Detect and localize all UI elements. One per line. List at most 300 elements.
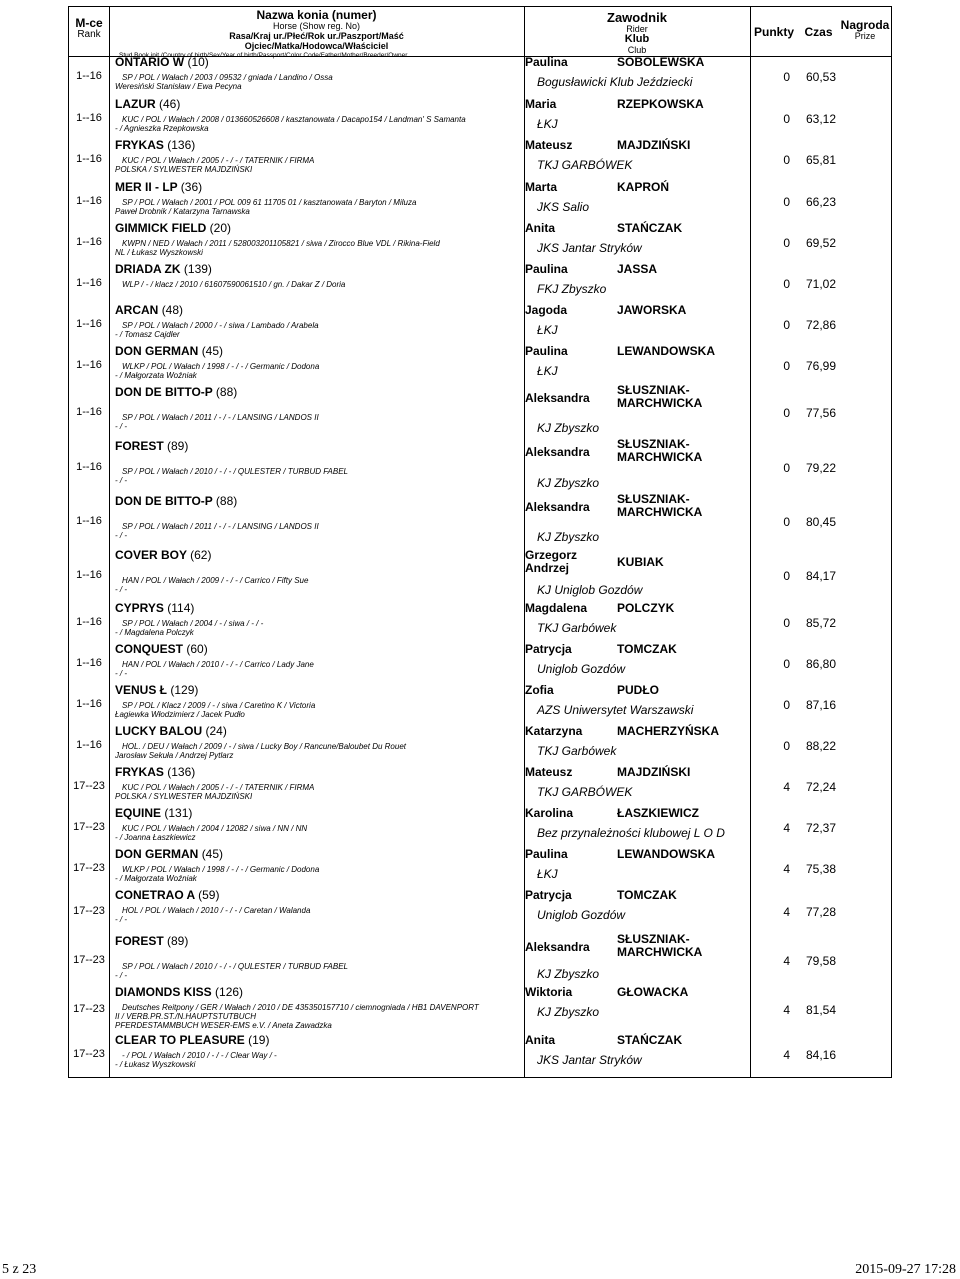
rider-first-name: Magdalena <box>525 601 588 615</box>
rank-cell: 1--16 <box>76 236 102 248</box>
rider-last-name: LEWANDOWSKA <box>617 344 715 358</box>
table-row <box>69 986 891 1034</box>
horse-name <box>115 848 520 861</box>
rank-cell: 1--16 <box>76 569 102 581</box>
time-cell: 77,56 <box>805 406 836 420</box>
horse-details: SP / POL / Wałach / 2004 / - / siwa / - / - <box>122 619 264 628</box>
horse-name <box>115 495 520 508</box>
rider-first-name: Zofia <box>525 683 554 697</box>
horse-number: (114) <box>167 601 195 615</box>
club-name: KJ Zbyszko <box>537 476 600 490</box>
horse-details: SP / POL / Wałach / 2010 / - / - / QULESTER / TURBUD FABEL <box>122 962 348 971</box>
table-row <box>69 222 891 263</box>
rider-first-name: Wiktoria <box>525 985 573 999</box>
horse-name-text: VENUS Ł <box>115 683 168 697</box>
horse-cell <box>115 345 520 380</box>
horse-details: SP / POL / Wałach / 2000 / - / siwa / Lambado / Arabela <box>122 321 319 330</box>
time-cell: 72,86 <box>805 318 836 332</box>
horse-cell <box>115 222 520 257</box>
club-name: ŁKJ <box>537 867 558 881</box>
time-cell: 87,16 <box>805 698 836 712</box>
points-cell: 0 <box>783 195 790 209</box>
table-row <box>69 492 891 549</box>
horse-name-text: LUCKY BALOU <box>115 724 203 738</box>
horse-cell <box>115 725 520 760</box>
horse-owner: - / - <box>115 971 127 980</box>
points-cell: 4 <box>783 954 790 968</box>
rider-first-name: Marta <box>525 180 558 194</box>
time-cell: 84,17 <box>805 569 836 583</box>
horse-cell <box>115 386 520 431</box>
horse-details: WLKP / POL / Wałach / 1998 / - / - / Germanic / Dodona <box>122 865 320 874</box>
time-cell: 79,22 <box>805 461 836 475</box>
time-cell: 86,80 <box>805 657 836 671</box>
points-cell: 0 <box>783 318 790 332</box>
rider-first-name: Maria <box>525 97 557 111</box>
rider-first-name: Paulina <box>525 344 568 358</box>
horse-cell <box>115 440 520 485</box>
time-cell: 79,58 <box>805 954 836 968</box>
horse-owner: II / VERB.PR.ST./N.HAUPTSTUTBUCH <box>115 1012 257 1021</box>
club-name: TKJ GARBÓWEK <box>537 785 633 799</box>
rider-last-name: KAPROŃ <box>617 180 670 194</box>
rank-cell: 1--16 <box>76 616 102 628</box>
horse-name <box>115 139 520 152</box>
club-name: TKJ Garbówek <box>537 744 617 758</box>
points-cell: 0 <box>783 359 790 373</box>
rider-last-name: POLCZYK <box>617 601 675 615</box>
rider-header: Zawodnik Rider Klub Club <box>607 10 667 55</box>
rider-first-name: Mateusz <box>525 138 573 152</box>
horse-owner: POLSKA / SYLWESTER MAJDZIŃSKI <box>115 165 253 174</box>
horse-name-text: EQUINE <box>115 806 162 820</box>
horse-name <box>115 304 520 317</box>
points-cell: 4 <box>783 905 790 919</box>
horse-name-text: FRYKAS <box>115 765 164 779</box>
table-row <box>69 643 891 684</box>
horse-number: (60) <box>186 642 208 656</box>
club-name: KJ Zbyszko <box>537 421 600 435</box>
rank-cell: 1--16 <box>76 461 102 473</box>
horse-number: (131) <box>164 806 193 820</box>
horse-name <box>115 889 520 902</box>
rider-first-name: Paulina <box>525 55 568 69</box>
horse-name <box>115 181 520 194</box>
points-cell: 0 <box>783 112 790 126</box>
time-cell: 81,54 <box>805 1003 836 1017</box>
horse-name-text: DRIADA ZK <box>115 262 181 276</box>
prize-header: Nagroda Prize <box>840 18 890 41</box>
time-cell: 72,24 <box>805 780 836 794</box>
time-cell: 63,12 <box>805 112 836 126</box>
print-datetime: 2015-09-27 17:28 <box>855 1262 956 1277</box>
table-row <box>69 602 891 643</box>
horse-details: KUC / POL / Wałach / 2005 / - / - / TATERNIK / FIRMA <box>122 156 315 165</box>
horse-number: (88) <box>215 494 238 508</box>
horse-name <box>115 684 520 697</box>
horse-name-text: CLEAR TO PLEASURE <box>115 1033 245 1047</box>
horse-owner: - / Joanna Łaszkiewicz <box>115 833 196 842</box>
horse-owner: Weresiński Stanisław / Ewa Pecyna <box>115 82 242 91</box>
time-cell: 65,81 <box>805 153 836 167</box>
points-cell: 4 <box>783 862 790 876</box>
time-cell: 71,02 <box>805 277 836 291</box>
horse-name-text: DON DE BITTO-P <box>115 385 213 399</box>
time-cell: 88,22 <box>805 739 836 753</box>
club-name: KJ Uniglob Gozdów <box>537 583 643 597</box>
horse-cell <box>115 889 520 924</box>
horse-name <box>115 440 520 453</box>
horse-cell <box>115 848 520 883</box>
rider-last-name: JAWORSKA <box>617 303 687 317</box>
results-table <box>68 6 892 1078</box>
horse-number: (48) <box>161 303 184 317</box>
horse-details: KWPN / NED / Wałach / 2011 / 528003201105821 / siwa / Zirocco Blue VDL / Rikina-Field <box>122 239 440 248</box>
rider-last-name: MAJDZIŃSKI <box>617 765 691 779</box>
horse-details: HAN / POL / Wałach / 2009 / - / - / Carrico / Fifty Sue <box>122 576 309 585</box>
points-cell: 0 <box>783 569 790 583</box>
rank-cell: 17--23 <box>73 905 105 917</box>
horse-name <box>115 986 520 999</box>
time-cell: 75,38 <box>805 862 836 876</box>
horse-name <box>115 935 520 948</box>
horse-cell <box>115 181 520 216</box>
points-cell: 0 <box>783 739 790 753</box>
horse-owner: Łagiewka Włodzimierz / Jacek Pudło <box>115 710 245 719</box>
horse-cell <box>115 139 520 174</box>
horse-name <box>115 1034 520 1047</box>
horse-name-text: DIAMONDS KISS <box>115 985 212 999</box>
horse-details: KUC / POL / Wałach / 2008 / 013660526608 / kasztanowata / Dacapo154 / Landman' S Samanta <box>122 115 466 124</box>
table-row <box>69 383 891 440</box>
time-header: Czas <box>804 25 833 39</box>
horse-details: HOL. / DEU / Wałach / 2009 / - / siwa / Lucky Boy / Rancune/Baloubet Du Rouet <box>122 742 406 751</box>
horse-name <box>115 386 520 399</box>
horse-name-text: FRYKAS <box>115 138 164 152</box>
rank-cell: 1--16 <box>76 112 102 124</box>
horse-owner: - / - <box>115 585 127 594</box>
horse-name <box>115 98 520 111</box>
points-cell: 0 <box>783 153 790 167</box>
points-cell: 0 <box>783 698 790 712</box>
horse-name-text: CONQUEST <box>115 642 184 656</box>
horse-owner: Jarosław Sekuła / Andrzej Pytlarz <box>115 751 234 760</box>
horse-cell <box>115 807 520 842</box>
horse-details: SP / POL / Wałach / 2010 / - / - / QULESTER / TURBUD FABEL <box>122 467 348 476</box>
time-cell: 80,45 <box>805 515 836 529</box>
horse-number: (24) <box>205 724 227 738</box>
table-row <box>69 549 891 602</box>
horse-cell <box>115 986 520 1030</box>
rank-cell: 17--23 <box>73 1003 105 1015</box>
horse-cell <box>115 766 520 801</box>
horse-cell <box>115 684 520 719</box>
time-cell: 84,16 <box>805 1048 836 1062</box>
points-cell: 0 <box>783 236 790 250</box>
horse-cell <box>115 263 520 289</box>
horse-details: HAN / POL / Wałach / 2010 / - / - / Carrico / Lady Jane <box>122 660 314 669</box>
club-name: KJ Zbyszko <box>537 967 600 981</box>
table-row <box>69 263 891 304</box>
horse-name-text: DON DE BITTO-P <box>115 494 213 508</box>
rank-cell: 17--23 <box>73 780 105 792</box>
horse-number: (45) <box>201 847 224 861</box>
rank-cell: 1--16 <box>76 515 102 527</box>
horse-name-text: LAZUR <box>115 97 156 111</box>
horse-owner-extra: PFERDESTAMMBUCH WESER-EMS e.V. / Aneta Zawadzka <box>115 1021 332 1030</box>
horse-owner: Paweł Drobnik / Katarzyna Tarnawska <box>115 207 250 216</box>
horse-details: WLKP / POL / Wałach / 1998 / - / - / Germanic / Dodona <box>122 362 320 371</box>
horse-owner: - / Agnieszka Rzepkowska <box>115 124 209 133</box>
horse-name-text: COVER BOY <box>115 548 187 562</box>
horse-details: Deutsches Reitpony / GER / Wałach / 2010 / DE 435350157710 / ciemnogniada / HB1 DAVENPORT <box>122 1003 479 1012</box>
club-name: JKS Jantar Stryków <box>537 1053 642 1067</box>
rank-cell: 1--16 <box>76 739 102 751</box>
rider-first-name: Aleksandra <box>525 500 590 514</box>
rider-last-name: SŁUSZNIAK- MARCHWICKA <box>617 437 703 464</box>
horse-details: SP / POL / Klacz / 2009 / - / siwa / Caretino K / Victoria <box>122 701 316 710</box>
rider-first-name: Patrycja <box>525 888 572 902</box>
rider-first-name: Paulina <box>525 262 568 276</box>
club-name: KJ Zbyszko <box>537 530 600 544</box>
table-row <box>69 848 891 889</box>
horse-details: HOL / POL / Wałach / 2010 / - / - / Caretan / Walanda <box>122 906 311 915</box>
points-cell: 0 <box>783 70 790 84</box>
horse-number: (89) <box>167 934 189 948</box>
horse-number: (129) <box>170 683 199 697</box>
rank-cell: 1--16 <box>76 195 102 207</box>
horse-cell <box>115 56 520 91</box>
horse-cell <box>115 304 520 339</box>
horse-owner: - / Małgorzata Woźniak <box>115 371 197 380</box>
horse-number: (19) <box>248 1033 270 1047</box>
rank-cell: 1--16 <box>76 359 102 371</box>
rider-first-name: Anita <box>525 221 555 235</box>
table-row <box>69 56 891 98</box>
table-row <box>69 889 891 935</box>
rider-first-name: Karolina <box>525 806 574 820</box>
time-cell: 85,72 <box>805 616 836 630</box>
horse-number: (10) <box>187 55 209 69</box>
rank-header: M-ce Rank <box>75 16 103 40</box>
horse-owner: - / Małgorzata Woźniak <box>115 874 197 883</box>
horse-number: (59) <box>198 888 220 902</box>
table-row <box>69 437 891 495</box>
time-cell: 60,53 <box>805 70 836 84</box>
horse-name <box>115 725 520 738</box>
horse-details: SP / POL / Wałach / 2001 / POL 009 61 11705 01 / kasztanowata / Baryton / Miluza <box>122 198 417 207</box>
horse-name <box>115 766 520 779</box>
horse-number: (20) <box>209 221 232 235</box>
horse-name <box>115 345 520 358</box>
horse-owner: NL / Łukasz Wyszkowski <box>115 248 203 257</box>
rider-last-name: KUBIAK <box>617 555 664 569</box>
horse-number: (62) <box>190 548 212 562</box>
horse-name <box>115 56 520 69</box>
page-number: 5 z 23 <box>2 1262 37 1277</box>
club-name: JKS Jantar Stryków <box>537 241 642 255</box>
rider-last-name: PUDŁO <box>617 683 659 697</box>
rank-cell: 17--23 <box>73 862 105 874</box>
horse-cell <box>115 549 520 594</box>
table-row <box>69 766 891 807</box>
horse-name-text: CONETRAO A <box>115 888 195 902</box>
horse-details: SP / POL / Wałach / 2011 / - / - / LANSING / LANDOS II <box>122 413 319 422</box>
horse-name-text: DON GERMAN <box>115 847 199 861</box>
rank-cell: 1--16 <box>76 318 102 330</box>
table-row <box>69 304 891 345</box>
horse-header: Nazwa konia (numer) Horse (Show reg. No) Rasa/Kraj ur./Płeć/Rok ur./Paszport/Maść Ojciec/Matka/Hodowca/Właściciel Stud Book init./Country of birth/Sex/Year of birth/Passport/Color Code/Father/Mother/Breeder/Owner <box>119 8 408 59</box>
horse-name-text: CYPRYS <box>115 601 164 615</box>
rider-last-name: SOBOLEWSKA <box>617 55 705 69</box>
horse-cell <box>115 602 520 637</box>
rider-last-name: STAŃCZAK <box>617 221 683 235</box>
rank-cell: 1--16 <box>76 277 102 289</box>
horse-name <box>115 807 520 820</box>
rider-last-name: SŁUSZNIAK- MARCHWICKA <box>617 932 703 959</box>
horse-owner: POLSKA / SYLWESTER MAJDZIŃSKI <box>115 792 253 801</box>
rider-first-name: Katarzyna <box>525 724 583 738</box>
horse-name <box>115 643 520 656</box>
rank-cell: 1--16 <box>76 153 102 165</box>
horse-name-text: GIMMICK FIELD <box>115 221 207 235</box>
rider-first-name: Jagoda <box>525 303 568 317</box>
horse-cell <box>115 1034 520 1069</box>
points-cell: 0 <box>783 461 790 475</box>
table-row <box>69 932 891 986</box>
table-row <box>69 684 891 725</box>
horse-number: (136) <box>167 138 196 152</box>
points-header: Punkty <box>753 25 794 39</box>
club-name: Uniglob Gozdów <box>537 662 626 676</box>
horse-name <box>115 263 520 276</box>
rank-cell: 1--16 <box>76 70 102 82</box>
club-name: Uniglob Gozdów <box>537 908 626 922</box>
points-cell: 4 <box>783 1003 790 1017</box>
horse-details: WLP / - / klacz / 2010 / 616075900615​10 / gn. / Dakar Z / Doria <box>122 280 346 289</box>
table-row <box>69 345 891 386</box>
rider-last-name: STAŃCZAK <box>617 1033 683 1047</box>
rider-first-name: Aleksandra <box>525 391 590 405</box>
rider-last-name: SŁUSZNIAK- MARCHWICKA <box>617 383 703 410</box>
club-name: Bez przynależności klubowej L O D <box>537 826 725 840</box>
horse-cell <box>115 935 520 980</box>
horse-number: (36) <box>180 180 203 194</box>
rank-cell: 1--16 <box>76 698 102 710</box>
horse-details: KUC / POL / Wałach / 2004 / 12082 / siwa / NN / NN <box>122 824 308 833</box>
horse-number: (126) <box>215 985 244 999</box>
table-header <box>69 7 891 57</box>
club-name: ŁKJ <box>537 117 558 131</box>
horse-name-text: DON GERMAN <box>115 344 199 358</box>
horse-name-text: ARCAN <box>115 303 159 317</box>
horse-number: (88) <box>215 385 238 399</box>
rank-cell: 1--16 <box>76 657 102 669</box>
horse-name <box>115 222 520 235</box>
horse-name <box>115 602 520 615</box>
rider-last-name: MACHERZYŃSKA <box>617 724 719 738</box>
horse-number: (89) <box>167 439 189 453</box>
table-row <box>69 98 891 139</box>
horse-number: (139) <box>183 262 212 276</box>
table-row <box>69 181 891 222</box>
horse-number: (136) <box>167 765 196 779</box>
horse-name-text: ONTARIO W <box>115 55 185 69</box>
club-name: JKS Salio <box>537 200 590 214</box>
points-cell: 4 <box>783 1048 790 1062</box>
rider-first-name: Mateusz <box>525 765 573 779</box>
table-row <box>69 807 891 848</box>
horse-number: (45) <box>201 344 224 358</box>
club-name: AZS Uniwersytet Warszawski <box>537 703 694 717</box>
points-cell: 0 <box>783 515 790 529</box>
time-cell: 76,99 <box>805 359 836 373</box>
horse-owner: - / Tomasz Cajdler <box>115 330 180 339</box>
horse-cell <box>115 643 520 678</box>
horse-owner: - / Łukasz Wyszkowski <box>115 1060 196 1069</box>
rider-last-name: TOMCZAK <box>617 888 677 902</box>
rider-first-name: Paulina <box>525 847 568 861</box>
points-cell: 0 <box>783 406 790 420</box>
rider-last-name: MAJDZIŃSKI <box>617 138 691 152</box>
horse-details: SP / POL / Wałach / 2011 / - / - / LANSING / LANDOS II <box>122 522 319 531</box>
points-cell: 4 <box>783 780 790 794</box>
horse-name-text: FOREST <box>115 934 164 948</box>
rider-last-name: ŁASZKIEWICZ <box>617 806 699 820</box>
rider-first-name: Grzegorz Andrzej <box>525 548 578 575</box>
horse-number: (46) <box>159 97 181 111</box>
horse-owner: - / Magdalena Polczyk <box>115 628 194 637</box>
rank-cell: 17--23 <box>73 821 105 833</box>
club-name: Bogusławicki Klub Jeździecki <box>537 75 693 89</box>
rider-first-name: Patrycja <box>525 642 572 656</box>
horse-owner: - / - <box>115 476 127 485</box>
rank-cell: 17--23 <box>73 1048 105 1060</box>
rank-cell: 1--16 <box>76 406 102 418</box>
horse-owner: - / - <box>115 915 127 924</box>
club-name: TKJ GARBÓWEK <box>537 158 633 172</box>
horse-name-text: FOREST <box>115 439 164 453</box>
rider-last-name: JASSA <box>617 262 658 276</box>
time-cell: 66,23 <box>805 195 836 209</box>
rider-first-name: Aleksandra <box>525 940 590 954</box>
club-name: TKJ Garbówek <box>537 621 617 635</box>
points-cell: 4 <box>783 821 790 835</box>
time-cell: 72,37 <box>805 821 836 835</box>
time-cell: 77,28 <box>805 905 836 919</box>
horse-name <box>115 549 520 562</box>
points-cell: 0 <box>783 277 790 291</box>
rider-last-name: SŁUSZNIAK- MARCHWICKA <box>617 492 703 519</box>
horse-owner: - / - <box>115 422 127 431</box>
points-cell: 0 <box>783 657 790 671</box>
rider-last-name: RZEPKOWSKA <box>617 97 704 111</box>
horse-cell <box>115 98 520 133</box>
horse-details: KUC / POL / Wałach / 2005 / - / - / TATERNIK / FIRMA <box>122 783 315 792</box>
rank-cell: 17--23 <box>73 954 105 966</box>
table-row <box>69 139 891 181</box>
club-name: ŁKJ <box>537 323 558 337</box>
horse-details: - / POL / Wałach / 2010 / - / - / Clear Way / - <box>122 1051 277 1060</box>
club-name: KJ Zbyszko <box>537 1005 600 1019</box>
horse-details: SP / POL / Wałach / 2003 / 09532 / gniada / Landino / Ossa <box>122 73 333 82</box>
horse-owner: - / - <box>115 531 127 540</box>
rider-first-name: Aleksandra <box>525 445 590 459</box>
horse-cell <box>115 495 520 540</box>
horse-name-text: MER II - LP <box>115 180 178 194</box>
club-name: ŁKJ <box>537 364 558 378</box>
horse-owner: - / - <box>115 669 127 678</box>
